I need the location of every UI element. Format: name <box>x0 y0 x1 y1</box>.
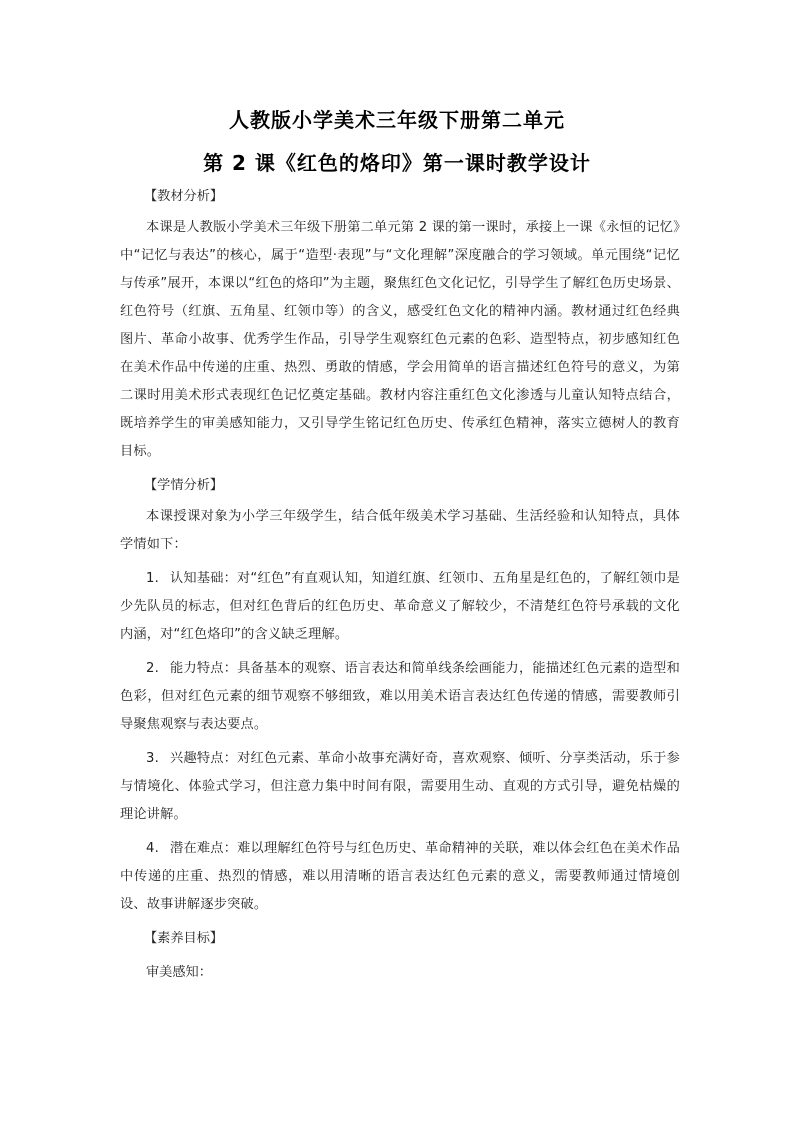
item-text: 兴趣特点：对红色元素、革命小故事充满好奇，喜欢观察、倾听、分享类活动，乐于参与情境化、体验式学习，但注意力集中时间有限，需要用生动、直观的方式引导，避免枯燥的理论讲解。 <box>120 751 680 822</box>
item-text: 潜在难点：难以理解红色符号与红色历史、革命精神的关联，难以体会红色在美术作品中传递的庄重、热烈的情感，难以用清晰的语言表达红色元素的意义，需要教师通过情境创设、故事讲解逐步突破。 <box>120 841 680 912</box>
section-heading-literacy-goals: 【素养目标】 <box>144 931 224 946</box>
document-title-line1: 人教版小学美术三年级下册第二单元 <box>229 108 565 132</box>
learner-analysis-item <box>120 745 680 829</box>
section-heading-textbook-analysis: 【教材分析】 <box>144 189 224 204</box>
item-number: 2. <box>146 661 159 676</box>
textbook-analysis-paragraph: 本课是人教版小学美术三年级下册第二单元第 2 课的第一课时，承接上一课《永恒的记忆》中“记忆与表达”的核心，属于“造型·表现”与“文化理解”深度融合的学习领域。单元围绕“记忆与传承”展开，本课以“红色的烙印”为主题，聚焦红色文化记忆，引导学生了解红色历史场景、红色符号（红旗、五角星、红领巾等）的含义，感受红色文化的精神内涵。教材通过红色经典图片、革命小故事、优秀学生作品，引导学生观察红色元素的色彩、造型特点，初步感知红色在美术作品中传递的庄重、热烈、勇敢的情感，学会用简单的语言描述红色符号的意义，为第二课时用美术形式表现红色记忆奠定基础。教材内容注重红色文化渗透与儿童认知特点结合，既培养学生的审美感知能力，又引导学生铭记红色历史、传承红色精神，落实立德树人的教育目标。 <box>120 220 680 459</box>
learner-analysis-item <box>120 565 680 649</box>
document-body <box>120 183 680 987</box>
item-text: 认知基础：对“红色”有直观认知，知道红旗、红领巾、五角星是红色的，了解红领巾是少先队员的标志，但对红色背后的红色历史、革命意义了解较少，不清楚红色符号承载的文化内涵，对“红色烙印”的含义缺乏理解。 <box>120 571 680 642</box>
learner-analysis-item <box>120 835 680 919</box>
section-heading-learner-analysis: 【学情分析】 <box>144 478 224 493</box>
aesthetic-perception-subheading: 审美感知： <box>146 965 212 980</box>
item-number: 3. <box>146 751 159 766</box>
document-title-line2: 第 2 课《红色的烙印》第一课时教学设计 <box>203 151 591 175</box>
learner-analysis-intro: 本课授课对象为小学三年级学生，结合低年级美术学习基础、生活经验和认知特点，具体学情如下： <box>120 509 680 552</box>
learner-analysis-item <box>120 655 680 739</box>
item-number: 1. <box>146 571 159 586</box>
item-text: 能力特点：具备基本的观察、语言表达和简单线条绘画能力，能描述红色元素的造型和色彩，但对红色元素的细节观察不够细致，难以用美术语言表达红色传递的情感，需要教师引导聚焦观察与表达要点。 <box>120 661 680 732</box>
item-number: 4. <box>146 841 159 856</box>
